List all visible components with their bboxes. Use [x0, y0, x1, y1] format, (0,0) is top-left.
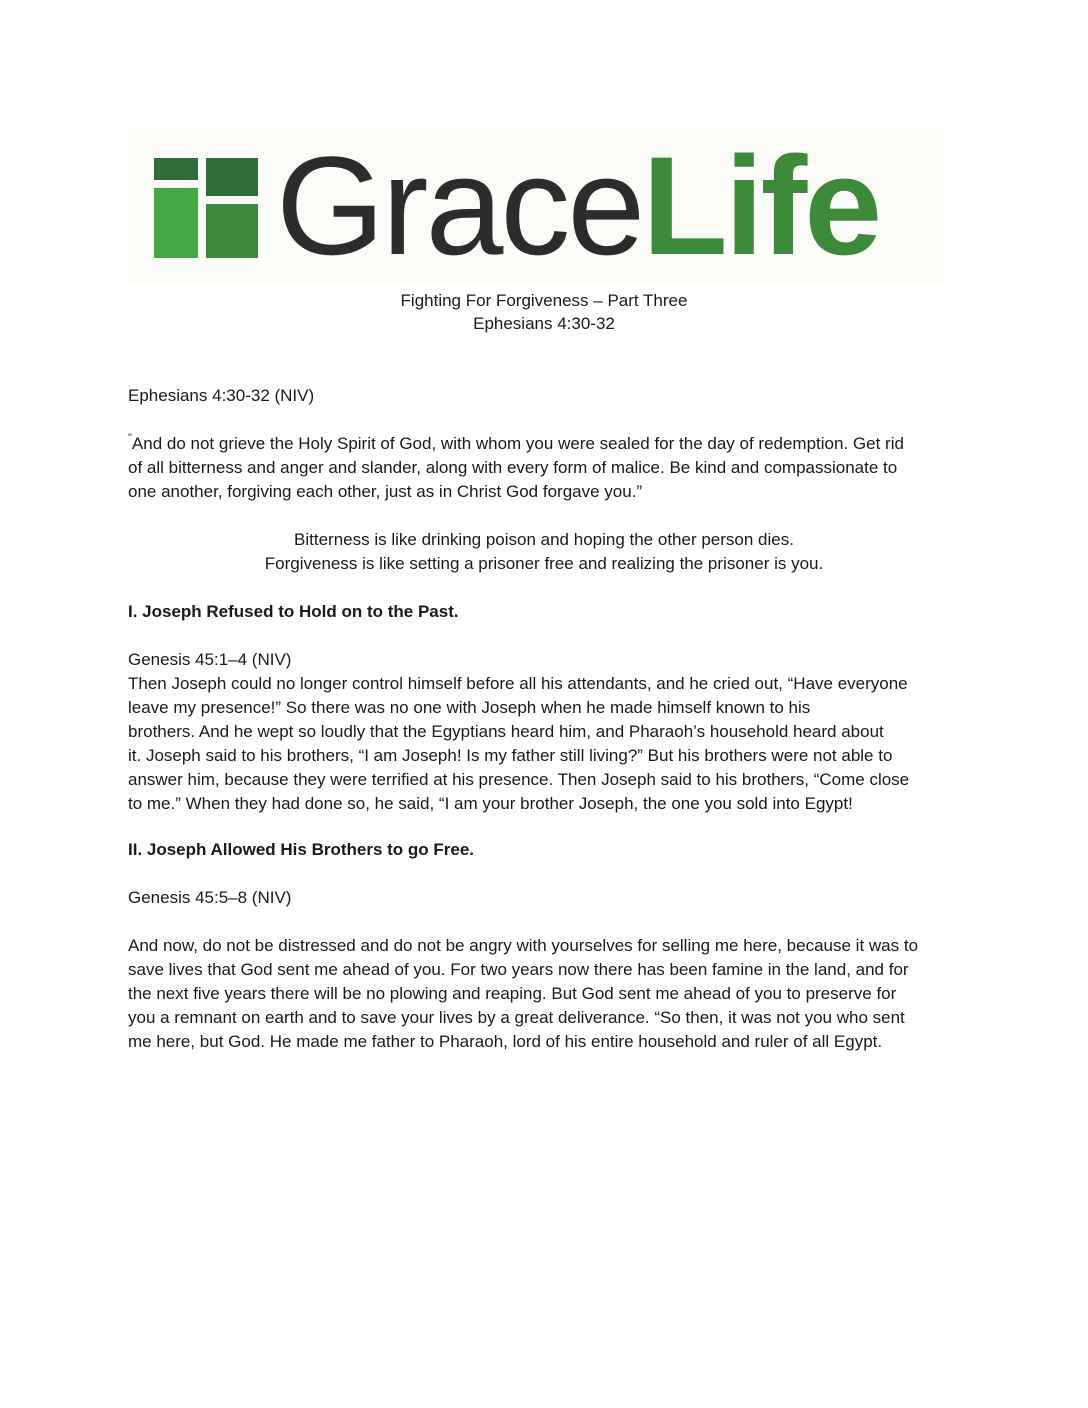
section1-line-5: answer him, because they were terrified at his presence. Then Joseph said to his brothers, “Come close [128, 770, 910, 789]
saying-forgiveness: Forgiveness is like setting a prisoner free and realizing the prisoner is you. [264, 554, 824, 573]
section1-line-4: it. Joseph said to his brothers, “I am Joseph! Is my father still living?” But his brothers were not able to [128, 746, 893, 765]
document-title-block [0, 289, 1088, 335]
passage1-line-3: one another, forgiving each other, just as in Christ God forgave you.” [128, 482, 643, 501]
logo-block-bottom-left [154, 188, 198, 258]
passage1-reference-block [128, 384, 968, 408]
document-title: Fighting For Forgiveness – Part Three [400, 291, 688, 310]
section2-reference-block [128, 886, 968, 910]
section2-line-1: And now, do not be distressed and do not be angry with yourselves for selling me here, because it was to [128, 936, 919, 955]
logo-word-grace: Grace [276, 127, 643, 284]
section1-reference: Genesis 45:1–4 (NIV) [128, 650, 292, 669]
logo-block-top-left [154, 158, 198, 180]
passage1-line-2: of all bitterness and anger and slander, along with every form of malice. Be kind and compassionate to [128, 458, 898, 477]
section1-passage [128, 648, 968, 816]
passage1-text [128, 432, 968, 504]
section2-heading: II. Joseph Allowed His Brothers to go Free. [128, 840, 475, 859]
passage1-reference: Ephesians 4:30-32 (NIV) [128, 386, 315, 405]
open-quote-mark: " [128, 432, 132, 444]
section2-line-2: save lives that God sent me ahead of you. For two years now there has been famine in the land, and for [128, 960, 909, 979]
section2-line-5: me here, but God. He made me father to Pharaoh, lord of his entire household and ruler of all Egypt. [128, 1032, 883, 1051]
section1-line-3: brothers. And he wept so loudly that the Egyptians heard him, and Pharaoh’s household heard about [128, 722, 884, 741]
logo-block-top-right [206, 158, 258, 196]
logo-word-life: Life [642, 127, 880, 284]
section1-heading: I. Joseph Refused to Hold on to the Past. [128, 602, 459, 621]
logo-block-bottom-right [206, 204, 258, 258]
passage1-line-1 [128, 432, 968, 456]
gracelife-logo [128, 128, 944, 286]
sayings-block [0, 528, 1088, 576]
section2-heading-block [128, 838, 968, 862]
section1-line-6: to me.” When they had done so, he said, “I am your brother Joseph, the one you sold into Egypt! [128, 794, 853, 813]
section2-reference: Genesis 45:5–8 (NIV) [128, 888, 292, 907]
section2-line-4: you a remnant on earth and to save your lives by a great deliverance. “So then, it was not you who sent [128, 1008, 905, 1027]
logo-wordmark [276, 127, 880, 284]
saying-bitterness: Bitterness is like drinking poison and hoping the other person dies. [294, 530, 794, 549]
section2-line-3: the next five years there will be no plowing and reaping. But God sent me ahead of you to preserve for [128, 984, 897, 1003]
section1-heading-block [128, 600, 968, 624]
passage1-line-1-text: And do not grieve the Holy Spirit of God, with whom you were sealed for the day of redemption. Get rid [131, 434, 904, 453]
cross-icon [128, 128, 278, 286]
section1-line-1: Then Joseph could no longer control himself before all his attendants, and he cried out, “Have everyone [128, 674, 908, 693]
document-subtitle: Ephesians 4:30-32 [473, 314, 615, 333]
section2-passage [128, 934, 968, 1054]
section1-line-2: leave my presence!” So there was no one with Joseph when he made himself known to his [128, 698, 811, 717]
